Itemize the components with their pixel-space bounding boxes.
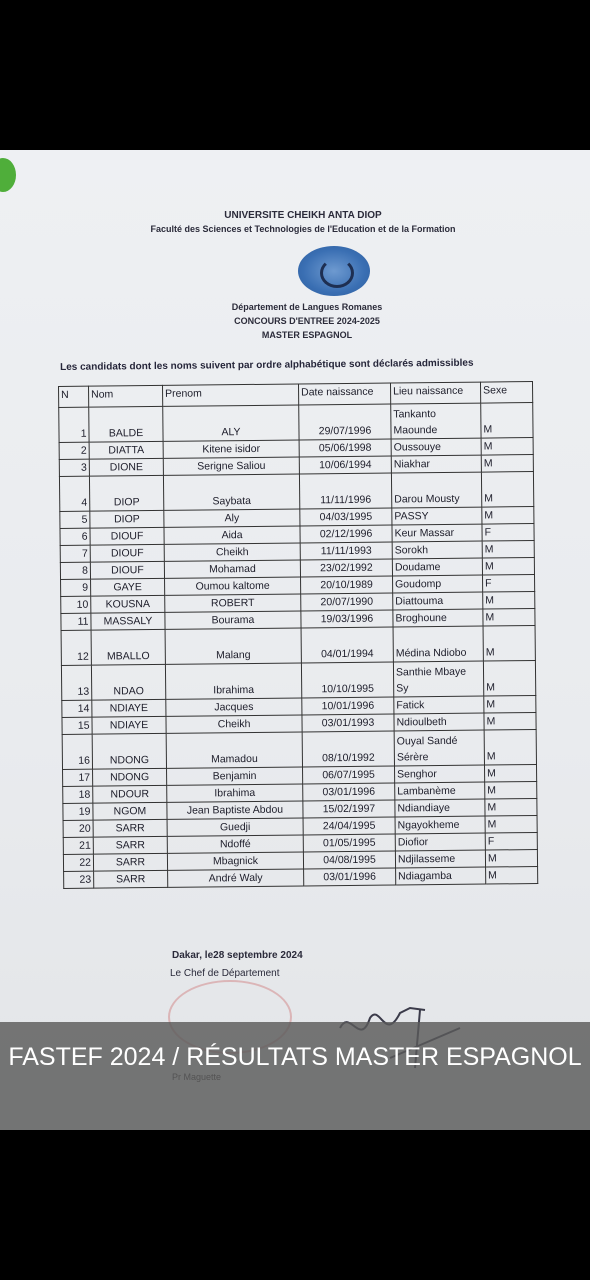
cell-sexe: M	[483, 661, 535, 697]
cell-date: 24/04/1995	[303, 817, 395, 835]
cell-sexe: M	[482, 558, 534, 576]
cell-prenom: Benjamin	[167, 767, 303, 785]
intro-text: Les candidats dont les noms suivent par ordre alphabétique sont déclarés admissibles	[60, 357, 474, 373]
cell-n: 18	[63, 786, 93, 803]
cell-lieu: Fatick	[394, 696, 484, 714]
cell-n: 22	[63, 854, 93, 871]
column-header: Lieu naissance	[390, 382, 480, 404]
faculty-name: Faculté des Sciences et Technologies de l'Education et de la Formation	[150, 224, 456, 234]
table-row	[59, 403, 533, 443]
cell-prenom: Ndoffé	[167, 835, 303, 853]
table-row	[61, 661, 535, 701]
cell-n: 21	[63, 837, 93, 854]
cell-n: 13	[61, 665, 91, 700]
cell-n: 4	[59, 476, 89, 511]
cell-prenom: Oumou kaltome	[165, 577, 301, 595]
cell-date: 04/03/1995	[300, 508, 392, 526]
cell-nom: NDONG	[93, 768, 167, 786]
cell-prenom: Serigne Saliou	[163, 457, 299, 475]
cell-prenom: Aida	[164, 526, 300, 544]
cell-date: 23/02/1992	[300, 559, 392, 577]
cell-sexe: M	[484, 713, 536, 731]
cell-nom: NDAO	[91, 664, 165, 700]
cell-date: 01/05/1995	[303, 834, 395, 852]
cell-nom: DIOUF	[90, 527, 164, 545]
cell-nom: DIOP	[89, 475, 163, 511]
cell-n: 6	[60, 528, 90, 545]
cell-prenom: ALY	[163, 405, 299, 441]
cell-nom: DIONE	[89, 458, 163, 476]
cell-n: 8	[60, 562, 90, 579]
cell-n: 3	[59, 459, 89, 476]
cell-nom: NDIAYE	[92, 699, 166, 717]
cell-lieu: Tankanto Maounde	[391, 403, 481, 439]
cell-prenom: Jacques	[166, 698, 302, 716]
cell-prenom: ROBERT	[165, 594, 301, 612]
cell-n: 11	[61, 613, 91, 630]
cell-date: 06/07/1995	[303, 766, 395, 784]
cell-prenom: Mamadou	[166, 732, 302, 768]
cell-date: 04/01/1994	[301, 627, 393, 663]
cell-lieu: Santhie Mbaye Sy	[393, 661, 483, 697]
column-header: Nom	[89, 385, 163, 407]
master-title: MASTER ESPAGNOL	[261, 330, 353, 340]
results-table-wrapper	[58, 381, 537, 889]
cell-lieu: Diofior	[395, 833, 485, 851]
cell-nom: SARR	[94, 870, 168, 888]
cell-nom: DIOP	[90, 510, 164, 528]
cell-date: 03/01/1996	[303, 783, 395, 801]
cell-prenom: Jean Baptiste Abdou	[167, 801, 303, 819]
cell-sexe: M	[485, 782, 537, 800]
cell-date: 02/12/1996	[300, 525, 392, 543]
signatory-role: Le Chef de Département	[170, 968, 280, 979]
cell-lieu: Broghoune	[393, 609, 483, 627]
cell-nom: DIOUF	[90, 561, 164, 579]
cell-n: 23	[64, 871, 94, 888]
document-photo	[0, 150, 590, 1130]
cell-date: 20/10/1989	[301, 576, 393, 594]
cell-prenom: Malang	[165, 628, 301, 664]
green-dot-decoration	[0, 158, 16, 192]
cell-n: 7	[60, 545, 90, 562]
cell-sexe: M	[484, 765, 536, 783]
cell-nom: DIOUF	[90, 544, 164, 562]
cell-lieu: Ndioulbeth	[394, 713, 484, 731]
cell-nom: NDIAYE	[92, 716, 166, 734]
cell-n: 1	[59, 407, 89, 442]
cell-sexe: M	[485, 799, 537, 817]
cell-lieu: Doudame	[392, 558, 482, 576]
cell-nom: NDONG	[92, 733, 166, 769]
cell-n: 17	[63, 769, 93, 786]
cell-n: 15	[62, 717, 92, 734]
cell-n: 2	[59, 442, 89, 459]
cell-sexe: M	[486, 867, 538, 885]
column-header: Prenom	[162, 384, 298, 406]
cell-lieu: Ngayokheme	[395, 816, 485, 834]
cell-lieu: PASSY	[392, 507, 482, 525]
cell-lieu: Ndiandiaye	[395, 799, 485, 817]
cell-sexe: M	[485, 850, 537, 868]
table-row	[61, 626, 535, 666]
cell-nom: GAYE	[91, 578, 165, 596]
cell-prenom: Guedji	[167, 818, 303, 836]
column-header: Date naissance	[298, 383, 390, 405]
cell-lieu: Ndjilasseme	[395, 850, 485, 868]
cell-sexe: M	[481, 455, 533, 473]
cell-n: 14	[62, 700, 92, 717]
cell-date: 03/01/1993	[302, 714, 394, 732]
cell-lieu: Senghor	[394, 765, 484, 783]
cell-sexe: M	[482, 507, 534, 525]
cell-sexe: F	[482, 524, 534, 542]
department-name: Département de Langues Romanes	[231, 302, 383, 312]
cell-n: 20	[63, 820, 93, 837]
cell-sexe: M	[485, 816, 537, 834]
caption-banner	[0, 1022, 590, 1130]
cell-prenom: Kitene isidor	[163, 440, 299, 458]
cell-date: 04/08/1995	[303, 851, 395, 869]
cell-lieu: Ndiagamba	[396, 867, 486, 885]
cell-nom: SARR	[93, 853, 167, 871]
cell-prenom: Cheikh	[166, 715, 302, 733]
results-table	[58, 381, 538, 889]
cell-sexe: M	[483, 609, 535, 627]
cell-n: 12	[61, 630, 91, 665]
cell-lieu: Ouyal Sandé Sérère	[394, 730, 484, 766]
cell-prenom: Aly	[164, 509, 300, 527]
cell-lieu: Diattouma	[393, 592, 483, 610]
cell-prenom: Ibrahima	[165, 663, 301, 699]
cell-sexe: F	[483, 575, 535, 593]
cell-sexe: M	[484, 696, 536, 714]
cell-prenom: Ibrahima	[167, 784, 303, 802]
cell-n: 16	[62, 734, 92, 769]
cell-date: 15/02/1997	[303, 800, 395, 818]
cell-lieu: Niakhar	[391, 455, 481, 473]
cell-lieu: Sorokh	[392, 541, 482, 559]
cell-nom: KOUSNA	[91, 595, 165, 613]
cell-date: 19/03/1996	[301, 610, 393, 628]
cell-n: 9	[61, 579, 91, 596]
concours-title: CONCOURS D'ENTREE 2024-2025	[234, 316, 380, 326]
cell-nom: NGOM	[93, 802, 167, 820]
cell-nom: SARR	[93, 819, 167, 837]
table-body	[59, 403, 538, 889]
table-row	[59, 472, 533, 512]
cell-prenom: Saybata	[163, 474, 299, 510]
cell-prenom: Cheikh	[164, 543, 300, 561]
cell-lieu: Goudomp	[393, 575, 483, 593]
cell-date: 05/06/1998	[299, 439, 391, 457]
cell-prenom: Mbagnick	[167, 852, 303, 870]
cell-lieu: Lambanème	[395, 782, 485, 800]
cell-nom: DIATTA	[89, 441, 163, 459]
cell-sexe: M	[483, 592, 535, 610]
cell-prenom: Bourama	[165, 611, 301, 629]
cell-nom: MASSALY	[91, 612, 165, 630]
cell-date: 10/01/1996	[302, 697, 394, 715]
cell-n: 10	[61, 596, 91, 613]
cell-nom: MBALLO	[91, 629, 165, 665]
cell-lieu: Darou Mousty	[391, 472, 481, 508]
cell-date: 11/11/1996	[299, 473, 391, 509]
cell-prenom: Mohamad	[164, 560, 300, 578]
cell-nom: NDOUR	[93, 785, 167, 803]
cell-sexe: F	[485, 833, 537, 851]
column-header: Sexe	[480, 382, 532, 404]
cell-date: 03/01/1996	[304, 868, 396, 886]
table-row	[62, 730, 536, 770]
cell-date: 08/10/1992	[302, 731, 394, 767]
cell-sexe: M	[481, 403, 533, 439]
cell-nom: SARR	[93, 836, 167, 854]
caption-text: FASTEF 2024 / RÉSULTATS MASTER ESPAGNOL	[8, 1043, 582, 1071]
cell-date: 29/07/1996	[299, 404, 391, 440]
cell-date: 10/06/1994	[299, 456, 391, 474]
cell-date: 20/07/1990	[301, 593, 393, 611]
university-name: UNIVERSITE CHEIKH ANTA DIOP	[224, 210, 382, 221]
cell-date: 10/10/1995	[301, 662, 393, 698]
cell-prenom: André Waly	[168, 869, 304, 887]
cell-sexe: M	[484, 730, 536, 766]
cell-nom: BALDE	[89, 406, 163, 442]
cell-sexe: M	[483, 626, 535, 662]
cell-sexe: M	[481, 438, 533, 456]
cell-lieu: Médina Ndiobo	[393, 626, 483, 662]
cell-lieu: Keur Massar	[392, 524, 482, 542]
column-header: N	[59, 386, 89, 407]
cell-sexe: M	[482, 541, 534, 559]
place-date: Dakar, le28 septembre 2024	[172, 950, 303, 961]
cell-sexe: M	[481, 472, 533, 508]
cell-lieu: Oussouye	[391, 438, 481, 456]
university-logo-icon	[298, 246, 370, 296]
cell-n: 19	[63, 803, 93, 820]
cell-date: 11/11/1993	[300, 542, 392, 560]
cell-n: 5	[60, 511, 90, 528]
